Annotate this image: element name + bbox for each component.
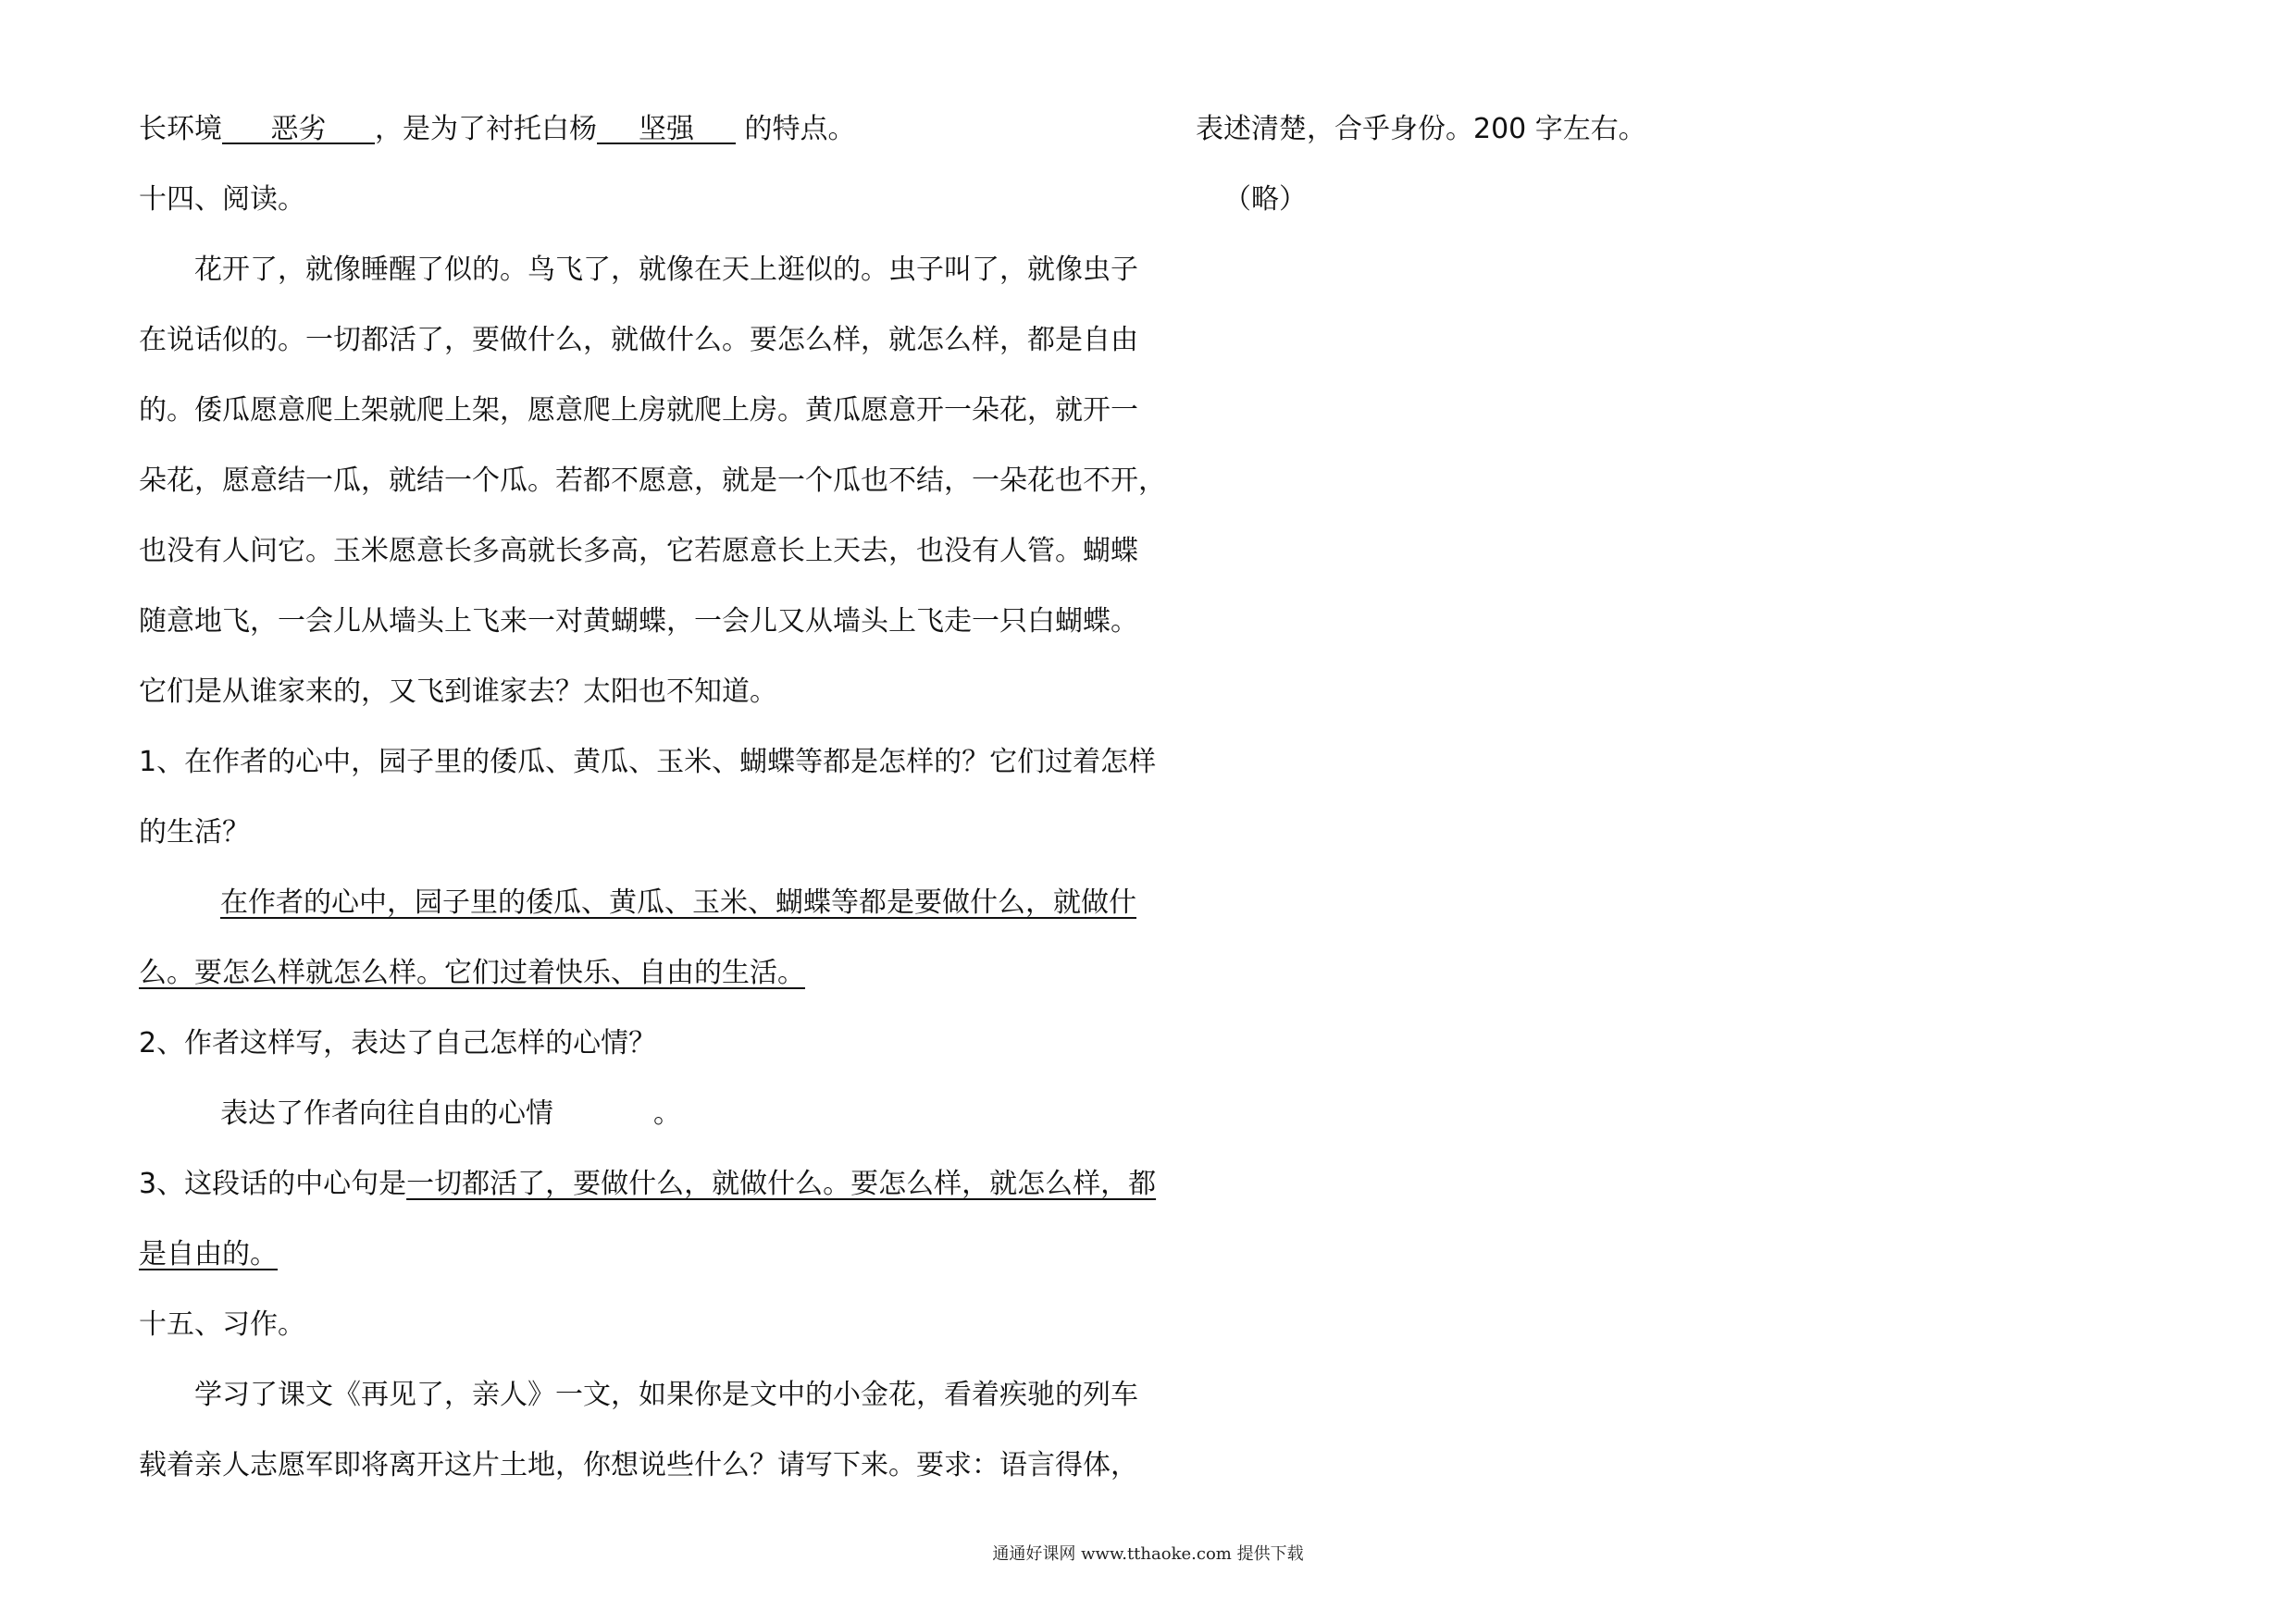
answer-1-line: 在作者的心中，园子里的倭瓜、黄瓜、玉米、蝴蝶等都是要做什么，就做什	[220, 886, 1136, 919]
answer-blank-1	[222, 111, 375, 144]
answer-blank-2	[597, 111, 736, 144]
fill-blank-line	[139, 111, 856, 148]
question-1-line: 1、在作者的心中，园子里的倭瓜、黄瓜、玉米、蝴蝶等都是怎样的？它们过着怎样	[139, 746, 1157, 778]
essay-prompt-line: 载着亲人志愿军即将离开这片土地，你想说些什么？请写下来。要求：语言得体，	[139, 1449, 1138, 1481]
passage-line: 花开了，就像睡醒了似的。鸟飞了，就像在天上逛似的。虫子叫了，就像虫子	[194, 254, 1138, 286]
question-2: 2、作者这样写，表达了自己怎样的心情？	[139, 1027, 657, 1059]
question-3-line	[139, 1166, 1156, 1203]
essay-prompt-line: 学习了课文《再见了，亲人》一文，如果你是文中的小金花，看着疾驰的列车	[194, 1379, 1138, 1411]
answer-2-end: 。	[653, 1097, 681, 1130]
blank-answer-text: 坚强	[639, 113, 694, 145]
passage-line: 的。倭瓜愿意爬上架就爬上架，愿意爬上房就爬上房。黄瓜愿意开一朵花，就开一	[139, 394, 1138, 427]
answer-1-line: 么。要怎么样就怎么样。它们过着快乐、自由的生活。	[139, 957, 805, 989]
blank-answer-text: 恶劣	[270, 113, 327, 145]
line-text: 的特点。	[736, 113, 856, 145]
answer-3-text: 一切都活了，要做什么，就做什么。要怎么样，就怎么样，都	[406, 1168, 1157, 1200]
line-text: ，是为了衬托白杨	[375, 113, 597, 145]
essay-answer-omitted: （略）	[1223, 183, 1307, 216]
passage-line: 它们是从谁家来的，又飞到谁家去？太阳也不知道。	[139, 675, 777, 708]
section-heading-15: 十五、习作。	[139, 1308, 305, 1341]
passage-line: 也没有人问它。玉米愿意长多高就长多高，它若愿意长上天去，也没有人管。蝴蝶	[139, 535, 1138, 567]
essay-requirement-line: 表述清楚，合乎身份。200 字左右。	[1196, 113, 1646, 145]
passage-line: 在说话似的。一切都活了，要做什么，就做什么。要怎么样，就怎么样，都是自由	[139, 324, 1138, 356]
question-1-line: 的生活？	[139, 816, 250, 849]
passage-line: 随意地飞，一会儿从墙头上飞来一对黄蝴蝶，一会儿又从墙头上飞走一只白蝴蝶。	[139, 605, 1138, 638]
answer-2	[220, 1096, 681, 1133]
section-heading-14: 十四、阅读。	[139, 183, 305, 216]
answer-3-line: 是自由的。	[139, 1238, 278, 1270]
passage-line: 朵花，愿意结一瓜，就结一个瓜。若都不愿意，就是一个瓜也不结，一朵花也不开，	[139, 465, 1166, 497]
question-3-text: 3、这段话的中心句是	[139, 1168, 407, 1200]
page-footer: 通通好课网 www.tthaoke.com 提供下载	[992, 1544, 1304, 1564]
answer-2-text: 表达了作者向往自由的心情	[220, 1097, 553, 1130]
line-text: 长环境	[139, 113, 222, 145]
